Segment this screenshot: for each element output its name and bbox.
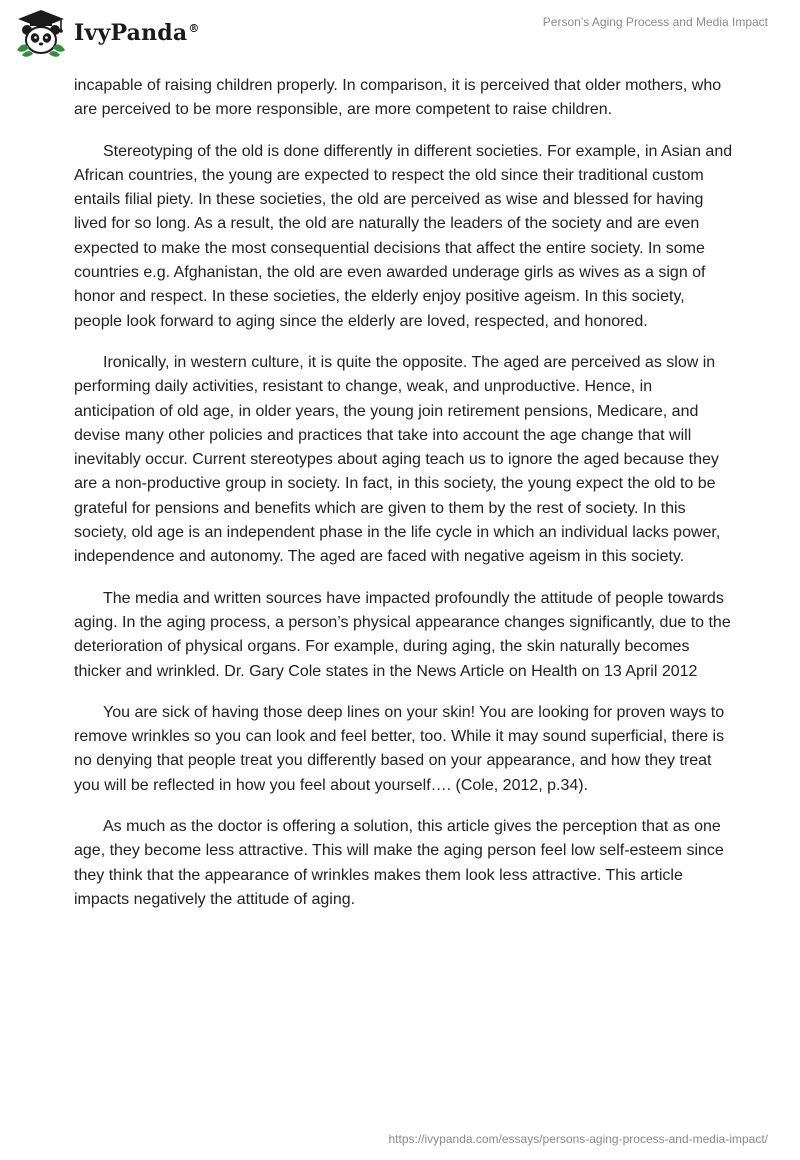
- paragraph: Ironically, in western culture, it is quite the opposite. The aged are perceived as slow in performing daily activities, resistant to change, weak, and unproductive. Hence, in anticipation of old age, in older years, the young join retirement pensions, Medicare, and devise many other policies and practices that take into account the age change that will inevitably occur. Current stereotypes about aging teach us to ignore the aged because they are a non-productive group in society. In fact, in this society, the young expect the old to be grateful for pensions and benefits which are given to them by the rest of society. In this society, old age is an independent phase in the life cycle in which an individual lacks power, independence and autonomy. The aged are faced with negative ageism in this society.: [74, 353, 721, 566]
- paragraph: incapable of raising children properly. In comparison, it is perceived that older mothers, who are perceived to be more responsible, are more competent to raise children.: [74, 77, 722, 119]
- paragraph: Stereotyping of the old is done differently in different societies. For example, in Asian and African countries, the young are expected to respect the old since their traditional custom entails filial piety. In these societies, the old are perceived as wise and blessed for having lived for so long. As a result, the old are naturally the leaders of the society and are even expected to make the most consequential decisions that affect the entire society. In some countries e.g. Afghanistan, the old are even awarded underage girls as wives as a sign of honor and respect. In these societies, the elderly enjoy positive ageism. In this society, people look forward to aging since the elderly are loved, respected, and honored.: [74, 142, 733, 330]
- ivypanda-logo[interactable]: [14, 8, 200, 58]
- source-url-link[interactable]: https://ivypanda.com/essays/persons-aging-process-and-media-impact/: [388, 1132, 768, 1146]
- brand-text: IvyPanda: [74, 20, 188, 46]
- page-header: [0, 0, 800, 70]
- paragraph: As much as the doctor is offering a solution, this article gives the perception that as one age, they become less attractive. This will make the aging person feel low self-esteem since they think that the appearance of wrinkles makes them look less attractive. This article impacts negatively the attitude of aging.: [74, 818, 724, 908]
- panda-graduate-icon: [14, 8, 68, 58]
- paragraph: The media and written sources have impacted profoundly the attitude of people towards aging. In the aging process, a person’s physical appearance changes significantly, due to the deterioration of physical organs. For example, during aging, the skin naturally becomes thicker and wrinkled. Dr. Gary Cole states in the News Article on Health on 13 April 2012: [74, 589, 731, 680]
- essay-body: [74, 74, 734, 929]
- page-title: Person’s Aging Process and Media Impact: [542, 15, 768, 29]
- block-quote-paragraph: You are sick of having those deep lines on your skin! You are looking for proven ways to remove wrinkles so you can look and feel better, too. While it may sound superficial, there is no denying that people treat you differently based on your appearance, and how they treat you will be reflected in how you feel about yourself…. (Cole, 2012, p.34).: [74, 703, 725, 794]
- registered-mark: ®: [188, 21, 200, 35]
- brand-name: [74, 20, 200, 46]
